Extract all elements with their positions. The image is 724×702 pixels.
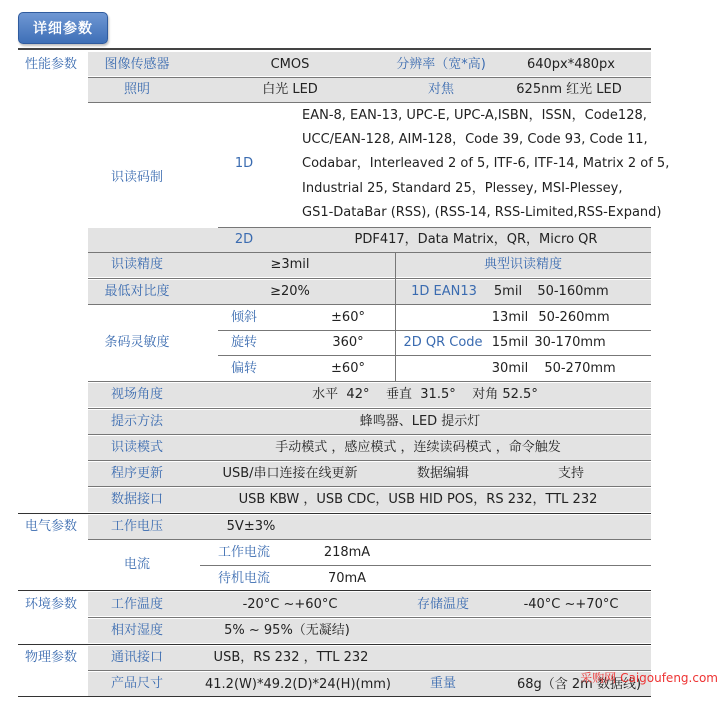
prompt-value: 蜂鸣器、LED 提示灯 <box>359 414 481 429</box>
header-divider <box>18 48 651 50</box>
row-bg <box>88 646 651 670</box>
weight-label: 重量 <box>429 676 457 691</box>
row-divider <box>88 381 651 382</box>
row-divider <box>88 460 651 461</box>
symbology-1d-line: UCC/EAN-128, AIM-128，Code 39, Code 93, Code 11, <box>302 132 648 148</box>
interface-value: USB KBW ，USB CDC，USB HID POS，RS 232，TTL 232 <box>238 492 598 507</box>
symbology-1d-line: GS1-DataBar (RSS), (RSS-14, RSS-Limited,RSS-Expand) <box>302 204 662 220</box>
fov-value: 水平 42° 垂直 31.5° 对角 52.5° <box>312 387 538 402</box>
row-divider <box>88 252 651 253</box>
symbology-2d-value: PDF417，Data Matrix，QR，Micro QR <box>354 232 598 247</box>
contrast-label: 最低对比度 <box>104 284 170 299</box>
section-title-button <box>18 12 108 44</box>
tilt-label: 倾斜 <box>230 310 258 325</box>
resolution-label: 分辨率（宽*高) <box>396 57 486 72</box>
table-bottom <box>18 696 651 697</box>
row-divider <box>88 102 651 103</box>
humidity-value: 5% ~ 95%（无凝结) <box>224 623 350 638</box>
row-bg <box>88 253 651 277</box>
focus-label: 对焦 <box>427 82 455 97</box>
typical-1d-range: 50-160mm <box>537 284 609 299</box>
sensor-value: CMOS <box>270 57 310 72</box>
skew-value: ±60° <box>331 361 365 376</box>
focus-value: 625nm 红光 LED <box>516 82 622 97</box>
light-label: 照明 <box>123 82 151 97</box>
row-divider <box>88 670 651 671</box>
row-divider <box>88 539 651 540</box>
row-divider <box>88 408 651 409</box>
edit-label: 数据编辑 <box>416 466 470 481</box>
row-divider <box>218 227 651 228</box>
weight-value: 68g（含 2m 数据线) <box>516 677 642 692</box>
category-environment: 环境参数 <box>25 597 78 612</box>
precision-label: 识读精度 <box>110 257 164 272</box>
op-temp-value: -20°C ~+60°C <box>242 597 338 612</box>
watermark: 采购网 Caigoufeng.com <box>580 671 718 685</box>
precision-value: ≥3mil <box>270 257 310 272</box>
category-electrical: 电气参数 <box>25 519 78 534</box>
standby-current-label: 待机电流 <box>217 571 271 586</box>
op-temp-label: 工作温度 <box>110 597 164 612</box>
row-divider <box>88 278 651 279</box>
section-divider <box>18 513 651 514</box>
storage-temp-value: -40°C ~+70°C <box>523 597 619 612</box>
symbology-2d-label: 2D <box>234 232 254 247</box>
typical-2d-range: 30-170mm <box>534 335 606 350</box>
rotation-value: 360° <box>332 335 364 350</box>
row-divider <box>200 565 651 566</box>
typical-2d-label: 2D QR Code <box>403 335 483 350</box>
row-divider <box>88 77 651 78</box>
typical-2d-mil: 30mil <box>491 361 529 376</box>
symbology-1d-line: EAN-8, EAN-13, UPC-E, UPC-A,ISBN，ISSN，Code128, <box>302 108 647 123</box>
size-value: 41.2(W)*49.2(D)*24(H)(mm) <box>205 677 391 692</box>
mode-label: 识读模式 <box>110 440 164 455</box>
light-value: 白光 LED <box>262 82 318 97</box>
update-label: 程序更新 <box>110 466 164 481</box>
typical-1d-mil: 5mil <box>493 284 523 299</box>
size-label: 产品尺寸 <box>110 676 164 691</box>
work-current-label: 工作电流 <box>217 545 271 560</box>
tilt-value: ±60° <box>331 310 365 325</box>
row-bg <box>88 619 651 643</box>
typical-2d-mil: 13mil <box>491 310 529 325</box>
humidity-label: 相对湿度 <box>110 623 164 638</box>
current-label: 电流 <box>123 557 151 572</box>
section-divider <box>18 644 651 645</box>
row-divider <box>88 617 651 618</box>
typical-2d-range: 50-270mm <box>544 361 616 376</box>
skew-label: 偏转 <box>230 361 258 376</box>
row-divider <box>88 486 651 487</box>
category-performance: 性能参数 <box>25 57 78 72</box>
section-title: 详细参数 <box>33 21 93 37</box>
sensor-label: 图像传感器 <box>104 57 170 72</box>
mode-value: 手动模式 ，感应模式 ，连续读码模式 ，命令触发 <box>275 440 561 455</box>
symbology-1d-line: Codabar，Interleaved 2 of 5, ITF-6, ITF-14, Matrix 2 of 5, <box>302 156 670 172</box>
category-physical: 物理参数 <box>25 650 78 665</box>
row-divider <box>218 355 651 356</box>
voltage-label: 工作电压 <box>110 519 164 534</box>
symbology-1d-line: Industrial 25, Standard 25，Plessey, MSI-Plessey, <box>302 180 623 196</box>
contrast-value: ≥20% <box>270 284 310 299</box>
edit-value: 支持 <box>557 466 585 481</box>
voltage-value: 5V±3% <box>226 519 276 534</box>
comm-label: 通讯接口 <box>110 650 164 665</box>
column-divider <box>395 253 396 381</box>
interface-label: 数据接口 <box>110 492 164 507</box>
row-bg <box>88 515 651 539</box>
symbology-1d-label: 1D <box>234 156 254 171</box>
resolution-value: 640px*480px <box>526 57 616 72</box>
typical-2d-mil: 15mil <box>491 335 529 350</box>
work-current-value: 218mA <box>323 545 371 560</box>
row-divider <box>88 434 651 435</box>
fov-label: 视场角度 <box>110 387 164 402</box>
prompt-label: 提示方法 <box>110 414 164 429</box>
comm-value: USB，RS 232 ，TTL 232 <box>213 650 369 665</box>
rotation-label: 旋转 <box>230 335 258 350</box>
typical-2d-range: 50-260mm <box>538 310 610 325</box>
standby-current-value: 70mA <box>327 571 367 586</box>
update-value: USB/串口连接在线更新 <box>222 466 358 481</box>
typical-1d-label: 1D EAN13 <box>411 284 477 299</box>
row-divider <box>218 330 651 331</box>
typical-precision-label: 典型识读精度 <box>483 257 563 272</box>
storage-temp-label: 存储温度 <box>416 597 470 612</box>
symbology-1d-list <box>302 104 669 225</box>
sensitivity-label: 条码灵敏度 <box>104 335 170 350</box>
row-divider <box>88 304 651 305</box>
section-divider <box>18 590 651 591</box>
symbology-label: 识读码制 <box>110 170 164 185</box>
